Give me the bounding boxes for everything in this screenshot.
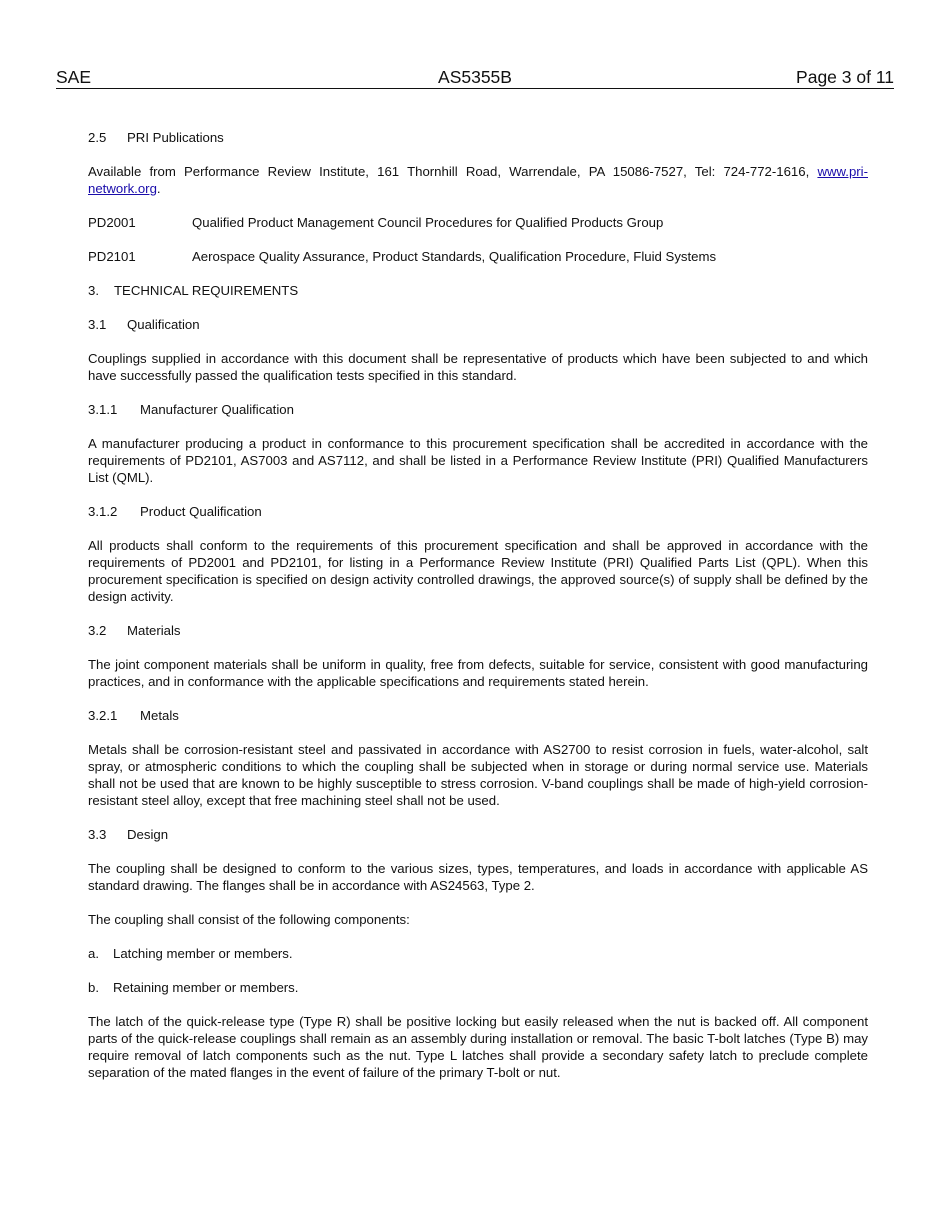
list-marker: a. [88,946,99,961]
paragraph-3-2-1: Metals shall be corrosion-resistant steel and passivated in accordance with AS2700 to resist corrosion in fuels, water-alcohol, salt spray, or atmospheric conditions to which the coupling shall be subjected when in storage or during normal service use. Materials shall not be used that are known to be highly susceptible to stress corrosion. V-band couplings shall be made of high-yield corrosion-resistant steel alloy, except that free machining steel shall not be used. [88,742,868,808]
list-item [88,979,868,996]
list-item-text: Latching member or members. [113,946,293,961]
paragraph-latch-types: The latch of the quick-release type (Type R) shall be positive locking but easily released when the nut is backed off. All component parts of the quick-release couplings shall remain as an assembly during installation or removal. The basic T-bolt latches (Type B) may require removal of latch components such as the nut. Type L latches shall provide a secondary safety latch to preclude complete separation of the mated flanges in the event of failure of the primary T-bolt or nut. [88,1014,868,1080]
header-doc-id: AS5355B [438,67,512,87]
section-number: 3.1.1 [88,402,118,417]
page-header [56,66,894,89]
list-marker: b. [88,980,99,995]
components-intro: The coupling shall consist of the following components: [88,912,410,927]
section-title: PRI Publications [127,130,224,145]
paragraph-3-1-2: All products shall conform to the requirements of this procurement specification and shall be approved in accordance with the requirements of PD2001 and PD2101, for listing in a Performance Review Institute (PRI) Qualified Parts List (QPL). When this procurement specification is specified on design activity controlled drawings, the approved source(s) of supply shall be defined by the design activity. [88,538,868,604]
section-title: Design [127,827,169,842]
section-number: 3.2 [88,623,107,638]
heading-3-1 [88,316,868,333]
section-number: 3.2.1 [88,708,118,723]
list-item [88,945,868,962]
heading-3-1-1 [88,401,868,418]
header-org: SAE [56,67,92,87]
heading-3-3 [88,826,868,843]
section-title: TECHNICAL REQUIREMENTS [114,283,299,298]
heading-3 [88,282,868,299]
section-number: 3. [88,283,99,298]
list-item-text: Retaining member or members. [113,980,299,995]
paragraph-3-1: Couplings supplied in accordance with this document shall be representative of products which have been subjected to and which have successfully passed the qualification tests specified in this standard. [88,351,868,383]
paragraph-text: Available from Performance Review Institute, 161 Thornhill Road, Warrendale, PA 15086-7527, Tel: 724-772-1616, [88,164,818,179]
section-title: Metals [140,708,179,723]
paragraph-2-5 [88,163,868,197]
reference-title: Qualified Product Management Council Procedures for Qualified Products Group [192,215,664,230]
section-number: 3.3 [88,827,107,842]
header-page-number: Page 3 of 11 [796,67,894,87]
heading-3-2-1 [88,707,868,724]
section-title: Product Qualification [140,504,262,519]
pri-website-link[interactable]: www.pri-network.org [88,164,868,196]
section-number: 2.5 [88,130,107,145]
document-body [88,129,868,1098]
reference-pd2001 [88,214,868,231]
section-number: 3.1 [88,317,107,332]
section-title: Qualification [127,317,200,332]
section-number: 3.1.2 [88,504,118,519]
heading-3-1-2 [88,503,868,520]
heading-3-2 [88,622,868,639]
reference-title: Aerospace Quality Assurance, Product Standards, Qualification Procedure, Fluid Systems [192,249,717,264]
heading-2-5 [88,129,868,146]
reference-code: PD2001 [88,215,136,230]
reference-pd2101 [88,248,868,265]
paragraph-tail: . [156,181,161,196]
paragraph-3-2: The joint component materials shall be uniform in quality, free from defects, suitable for service, consistent with good manufacturing practices, and in conformance with the applicable specifications and requirements stated herein. [88,657,868,689]
paragraph-3-3: The coupling shall be designed to conform to the various sizes, types, temperatures, and loads in accordance with applicable AS standard drawing. The flanges shall be in accordance with AS24563, Type 2. [88,861,868,893]
paragraph-3-1-1: A manufacturer producing a product in conformance to this procurement specification shall be accredited in accordance with the requirements of PD2101, AS7003 and AS7112, and shall be listed in a Performance Review Institute (PRI) Qualified Manufacturers List (QML). [88,436,868,485]
section-title: Manufacturer Qualification [140,402,294,417]
section-title: Materials [127,623,181,638]
reference-code: PD2101 [88,249,136,264]
